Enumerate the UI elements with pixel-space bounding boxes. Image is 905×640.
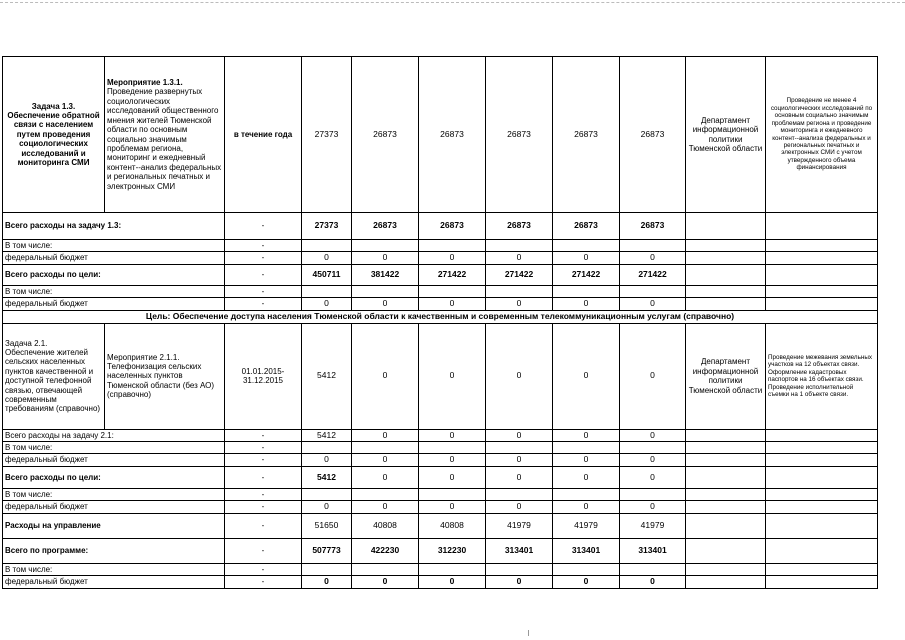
dash-cell: -: [225, 513, 302, 538]
dash-cell: -: [225, 252, 302, 264]
value-cell: 0: [419, 576, 486, 589]
row-label: Всего расходы по цели:: [3, 264, 225, 285]
dash-cell: -: [225, 429, 302, 441]
table-row: [3, 429, 878, 441]
value-cell: 41979: [486, 513, 553, 538]
value-cell: 0: [620, 323, 686, 429]
value-cell: 26873: [419, 57, 486, 213]
value-cell: 0: [553, 454, 620, 466]
value-cell: 0: [352, 466, 419, 488]
value-cell: 0: [352, 252, 419, 264]
result-cell: Проведение не менее 4 социологических исследований по основным социально значимым проблемам региона и проведение мониторинга и ежедневного контент--анализа федеральных и региональных печатных и электронных СМИ с учетом утвержденного объема финансирования: [766, 57, 878, 213]
row-label: Всего расходы по цели:: [3, 466, 225, 488]
value-cell: 0: [419, 252, 486, 264]
value-cell: 0: [419, 454, 486, 466]
value-cell: 450711: [302, 264, 352, 285]
value-cell: 0: [486, 501, 553, 513]
row-label: В том числе:: [3, 488, 225, 500]
table-row: [3, 323, 878, 429]
value-cell: 0: [620, 252, 686, 264]
value-cell: 507773: [302, 538, 352, 563]
dash-cell: -: [225, 576, 302, 589]
value-cell: 313401: [553, 538, 620, 563]
dash-cell: -: [225, 213, 302, 240]
table-row: [3, 563, 878, 575]
value-cell: 0: [486, 252, 553, 264]
value-cell: 0: [553, 466, 620, 488]
dash-cell: -: [225, 466, 302, 488]
dash-cell: -: [225, 538, 302, 563]
value-cell: 51650: [302, 513, 352, 538]
scan-mark: [528, 630, 529, 636]
value-cell: 5412: [302, 466, 352, 488]
value-cell: 27373: [302, 57, 352, 213]
row-label: федеральный бюджет: [3, 252, 225, 264]
value-cell: 0: [302, 252, 352, 264]
row-label: федеральный бюджет: [3, 454, 225, 466]
task-cell: Задача 2.1. Обеспечение жителей сельских населенных пунктов качественной и доступной телефонной связью, отвечающей современным требованиям (справочно): [3, 323, 105, 429]
value-cell: 0: [419, 466, 486, 488]
table-row: [3, 57, 878, 213]
value-cell: 0: [553, 429, 620, 441]
value-cell: 26873: [553, 213, 620, 240]
value-cell: 26873: [352, 213, 419, 240]
table-row: [3, 310, 878, 323]
value-cell: 271422: [419, 264, 486, 285]
result-cell: Проведение межевания земельных участков на 12 объектах связи. Оформление кадастровых паспортов на 16 объектах связи. Проведение исполнительной съемки на 1 объекте связи.: [766, 323, 878, 429]
value-cell: 0: [553, 298, 620, 310]
value-cell: 0: [352, 323, 419, 429]
table-row: [3, 213, 878, 240]
dash-cell: -: [225, 454, 302, 466]
value-cell: 0: [620, 576, 686, 589]
value-cell: 0: [620, 454, 686, 466]
measure-title: Мероприятие 1.3.1.: [107, 78, 183, 88]
value-cell: 0: [486, 454, 553, 466]
value-cell: 0: [620, 298, 686, 310]
table-row: [3, 252, 878, 264]
value-cell: 26873: [486, 213, 553, 240]
top-border-line: [0, 2, 905, 3]
table-row: [3, 264, 878, 285]
row-label: Всего расходы на задачу 1.3:: [3, 213, 225, 240]
table-row: [3, 501, 878, 513]
value-cell: 271422: [553, 264, 620, 285]
value-cell: 0: [352, 501, 419, 513]
value-cell: 422230: [352, 538, 419, 563]
value-cell: 0: [553, 501, 620, 513]
row-label: Расходы на управление: [3, 513, 225, 538]
table-row: [3, 576, 878, 589]
row-label: Всего расходы на задачу 2.1:: [3, 429, 225, 441]
row-label: В том числе:: [3, 563, 225, 575]
dash-cell: -: [225, 488, 302, 500]
measure-cell: [105, 57, 225, 213]
value-cell: 271422: [486, 264, 553, 285]
value-cell: 0: [620, 501, 686, 513]
dash-cell: -: [225, 298, 302, 310]
value-cell: 313401: [620, 538, 686, 563]
value-cell: 0: [302, 501, 352, 513]
period-cell: в течение года: [225, 57, 302, 213]
budget-table: [2, 56, 878, 589]
task-cell: Задача 1.3. Обеспечение обратной связи с населением путем проведения социологических исследований и мониторинга СМИ: [3, 57, 105, 213]
dash-cell: -: [225, 563, 302, 575]
value-cell: 41979: [620, 513, 686, 538]
value-cell: 40808: [352, 513, 419, 538]
empty-cell: [766, 213, 878, 240]
goal-heading: Цель: Обеспечение доступа населения Тюменской области к качественным и современным телекоммуникационным услугам (справочно): [3, 310, 878, 323]
table-row: [3, 454, 878, 466]
value-cell: 5412: [302, 323, 352, 429]
value-cell: 0: [486, 429, 553, 441]
value-cell: 0: [352, 298, 419, 310]
value-cell: 26873: [620, 213, 686, 240]
value-cell: 0: [419, 323, 486, 429]
value-cell: 312230: [419, 538, 486, 563]
value-cell: 41979: [553, 513, 620, 538]
row-label: В том числе:: [3, 240, 225, 252]
table-row: [3, 240, 878, 252]
value-cell: 40808: [419, 513, 486, 538]
value-cell: 313401: [486, 538, 553, 563]
row-label: федеральный бюджет: [3, 298, 225, 310]
value-cell: 0: [302, 576, 352, 589]
table-row: [3, 285, 878, 297]
dash-cell: -: [225, 501, 302, 513]
table-row: [3, 488, 878, 500]
period-cell: 01.01.2015-31.12.2015: [225, 323, 302, 429]
table-row: [3, 466, 878, 488]
empty-cell: [686, 213, 766, 240]
value-cell: 0: [302, 454, 352, 466]
value-cell: 0: [352, 454, 419, 466]
value-cell: 0: [620, 466, 686, 488]
value-cell: 26873: [419, 213, 486, 240]
dash-cell: -: [225, 442, 302, 454]
value-cell: 26873: [620, 57, 686, 213]
dash-cell: -: [225, 240, 302, 252]
value-cell: 0: [620, 429, 686, 441]
value-cell: 0: [553, 252, 620, 264]
value-cell: 0: [553, 576, 620, 589]
value-cell: 0: [419, 298, 486, 310]
value-cell: 26873: [352, 57, 419, 213]
table-row: [3, 298, 878, 310]
department-cell: Департамент информационной политики Тюменской области: [686, 323, 766, 429]
measure-text: Проведение развернутых социологических исследований общественного мнения жителей Тюменской области по основным социально значимым проблемам региона, мониторинг и ежедневный контент--анализ федеральных и региональных печатных и электронных СМИ: [107, 87, 222, 191]
value-cell: 0: [486, 576, 553, 589]
value-cell: 0: [486, 298, 553, 310]
value-cell: 0: [419, 429, 486, 441]
value-cell: 26873: [553, 57, 620, 213]
dash-cell: -: [225, 264, 302, 285]
table-row: [3, 538, 878, 563]
value-cell: 0: [553, 323, 620, 429]
value-cell: 26873: [486, 57, 553, 213]
value-cell: 0: [486, 323, 553, 429]
value-cell: 381422: [352, 264, 419, 285]
row-label: В том числе:: [3, 442, 225, 454]
table-row: [3, 442, 878, 454]
value-cell: 0: [352, 429, 419, 441]
value-cell: 0: [419, 501, 486, 513]
value-cell: 27373: [302, 213, 352, 240]
row-label: Всего по программе:: [3, 538, 225, 563]
table-row: [3, 513, 878, 538]
measure-cell: Мероприятие 2.1.1. Телефонизация сельских населенных пунктов Тюменской области (без АО) (справочно): [105, 323, 225, 429]
row-label: федеральный бюджет: [3, 501, 225, 513]
value-cell: 0: [302, 298, 352, 310]
dash-cell: -: [225, 285, 302, 297]
value-cell: 0: [352, 576, 419, 589]
department-cell: Департамент информационной политики Тюменской области: [686, 57, 766, 213]
value-cell: 5412: [302, 429, 352, 441]
row-label: федеральный бюджет: [3, 576, 225, 589]
value-cell: 0: [486, 466, 553, 488]
row-label: В том числе:: [3, 285, 225, 297]
value-cell: 271422: [620, 264, 686, 285]
